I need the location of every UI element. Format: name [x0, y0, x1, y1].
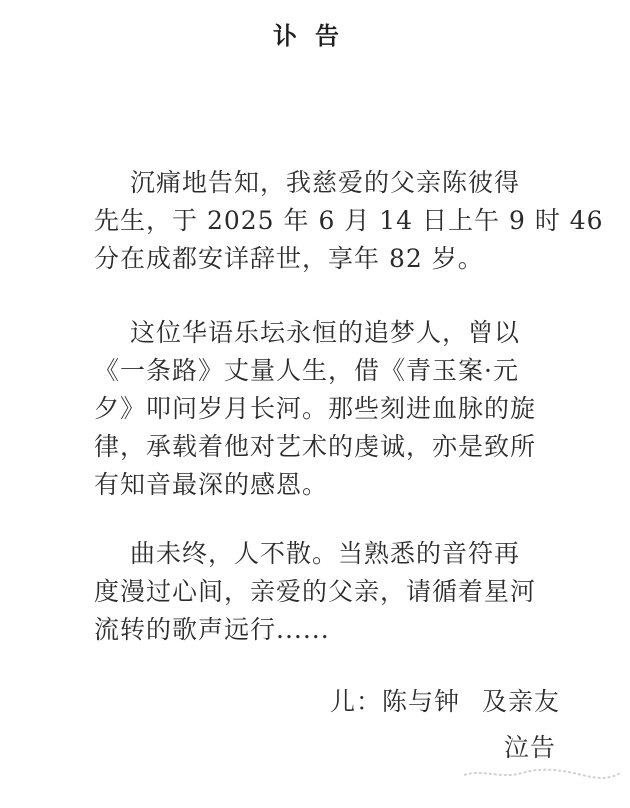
signature-signer-name: 儿：陈与钟 [329, 687, 460, 716]
paragraph-line: 曲未终，人不散。当熟悉的音符再 [130, 539, 521, 568]
paragraph-line: 律，承载着他对艺术的虔诚，亦是致所 [94, 432, 537, 461]
paragraph-line: 先生，于 2025 年 6 月 14 日上午 9 时 46 [94, 206, 604, 235]
paragraph-line: 流转的歌声远行...... [94, 615, 330, 644]
paragraph-announcement [94, 164, 604, 278]
signature-signer [330, 682, 560, 718]
signature-signer-relatives: 及亲友 [481, 687, 560, 716]
document-title: 讣告 [273, 21, 357, 50]
paragraph-line: 夕》叩问岁月长河。那些刻进血脉的旋 [94, 394, 537, 423]
paragraph-line: 分在成都安详辞世，享年 82 岁。 [94, 244, 484, 273]
paragraph-line: 《一条路》丈量人生，借《青玉案·元 [94, 356, 519, 385]
paragraph-farewell [94, 535, 554, 649]
paragraph-line: 度漫过心间，亲爱的父亲，请循着星河 [94, 577, 537, 606]
paragraph-line: 这位华语乐坛永恒的追梦人，曾以 [130, 318, 521, 347]
paragraph-line: 有知音最深的感恩。 [94, 470, 329, 499]
paragraph-tribute [94, 314, 554, 504]
watermark-scribble-icon [462, 766, 622, 782]
paragraph-line: 沉痛地告知，我慈爱的父亲陈彼得 [130, 168, 521, 197]
signature-closing: 泣告 [503, 733, 556, 762]
